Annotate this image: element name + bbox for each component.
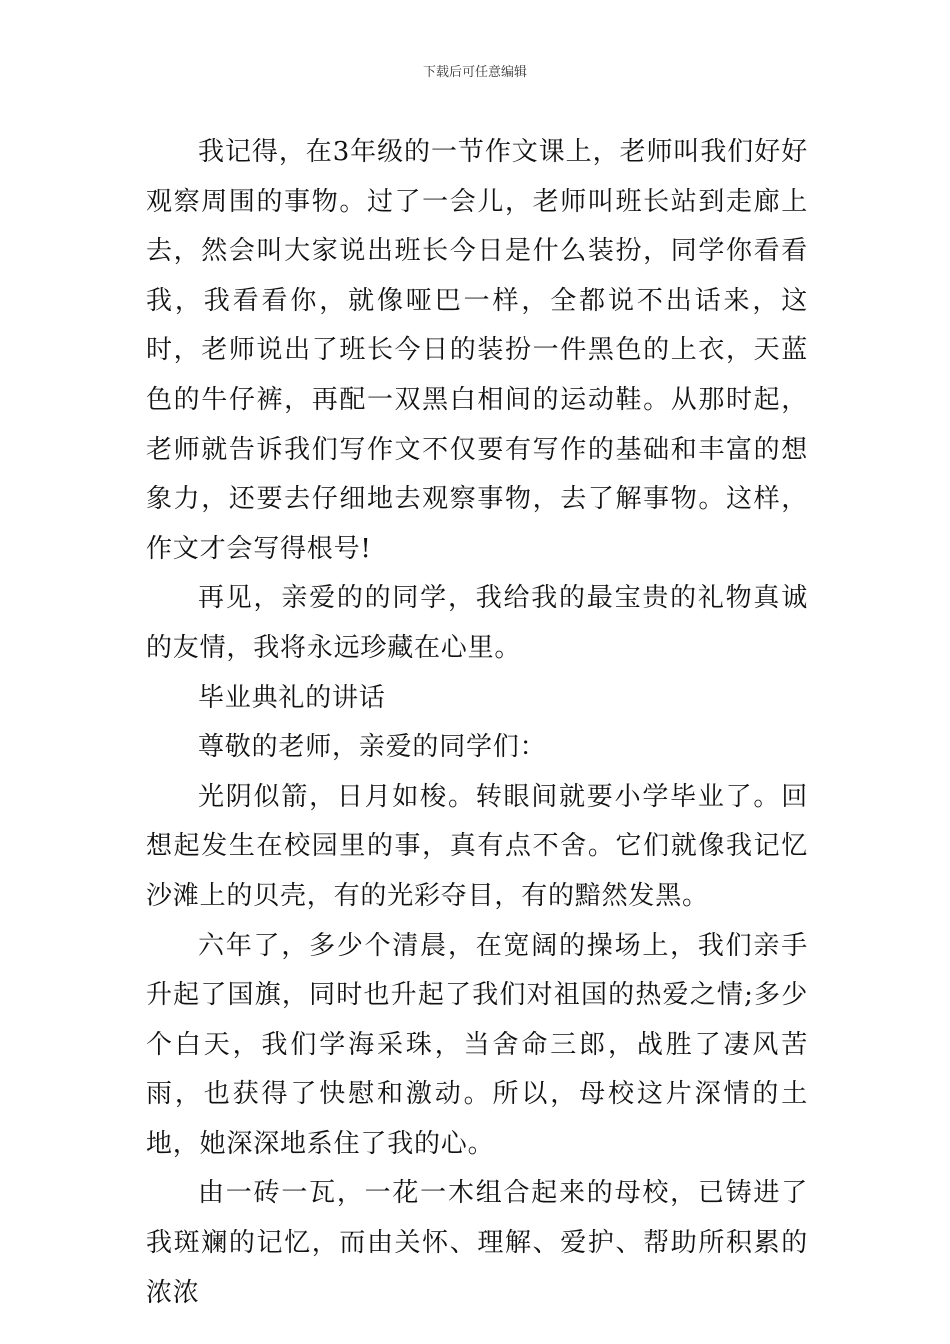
paragraph-farewell: 再见，亲爱的的同学，我给我的最宝贵的礼物真诚的友情，我将永远珍藏在心里。 — [146, 583, 808, 663]
paragraph-six-years: 六年了，多少个清晨，在宽阔的操场上，我们亲手升起了国旗，同时也升起了我们对祖国的热爱之情;多少个白天，我们学海采珠，当舍命三郎，战胜了凄风苦雨，也获得了快慰和激动。所以，母校这片深情的土地，她深深地系住了我的心。 — [146, 930, 808, 1159]
paragraph-alma-mater: 由一砖一瓦，一花一木组合起来的母校，已铸进了我斑斓的记忆，而由关怀、理解、爱护、帮助所积累的浓浓 — [146, 1178, 808, 1308]
paragraph-composition-memory: 我记得，在3年级的一节作文课上，老师叫我们好好观察周围的事物。过了一会儿，老师叫班长站到走廊上去，然会叫大家说出班长今日是什么装扮，同学你看看我，我看看你，就像哑巴一样，全都说不出话来，这时，老师说出了班长今日的装扮一件黑色的上衣，天蓝色的牛仔裤，再配一双黑白相间的运动鞋。从那时起，老师就告诉我们写作文不仅要有写作的基础和丰富的想象力，还要去仔细地去观察事物，去了解事物。这样，作文才会写得根号! — [146, 137, 808, 564]
document-body — [146, 128, 808, 1318]
speech-title: 毕业典礼的讲话 — [198, 682, 386, 713]
speech-salutation: 尊敬的老师，亲爱的同学们： — [198, 732, 547, 763]
paragraph-time-flies: 光阴似箭，日月如梭。转眼间就要小学毕业了。回想起发生在校园里的事，真有点不舍。它们就像我记忆沙滩上的贝壳，有的光彩夺目，有的黯然发黑。 — [146, 781, 808, 911]
page-header-note: 下载后可任意编辑 — [422, 65, 527, 80]
